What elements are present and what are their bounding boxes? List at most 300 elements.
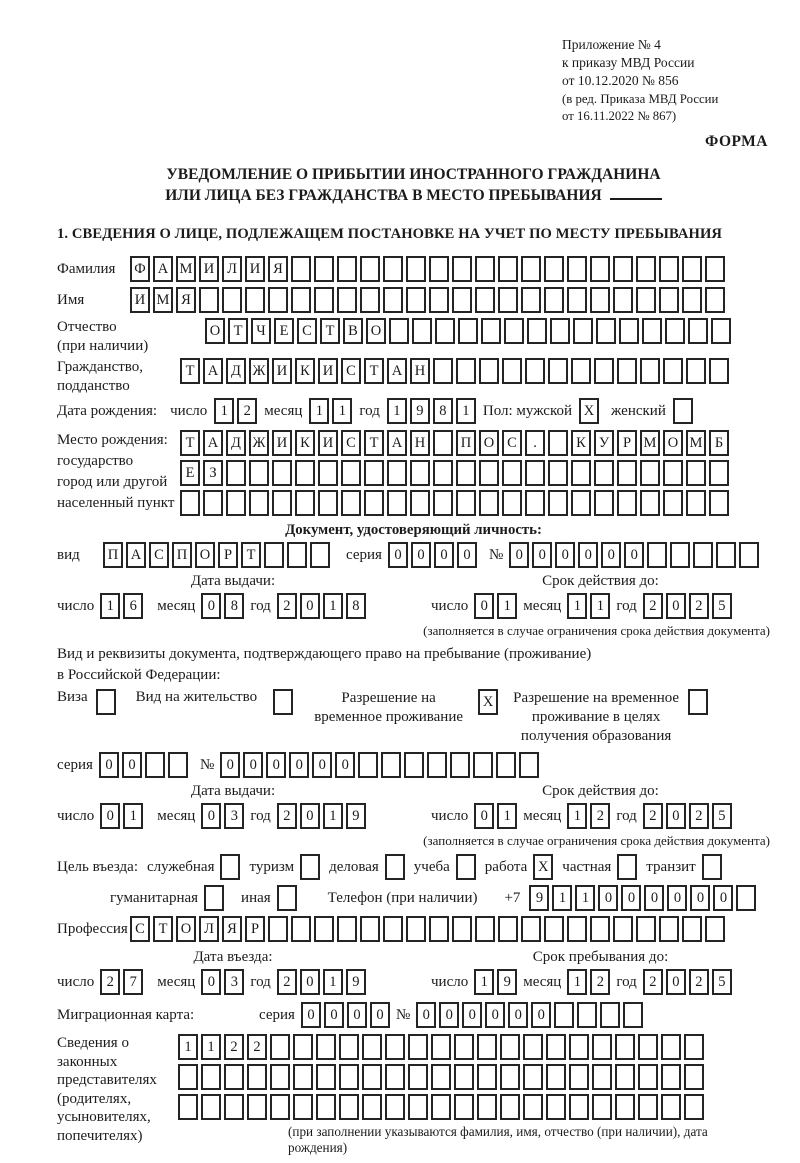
char-cell[interactable] (456, 460, 476, 486)
char-cell[interactable]: 0 (624, 542, 644, 568)
char-cell[interactable] (686, 490, 706, 516)
char-cell[interactable] (682, 287, 702, 313)
char-cell[interactable] (592, 1064, 612, 1090)
char-cell[interactable] (659, 256, 679, 282)
char-cell[interactable] (567, 287, 587, 313)
char-cell[interactable] (693, 542, 713, 568)
char-cell[interactable] (663, 358, 683, 384)
char-cell[interactable]: 0 (122, 752, 142, 778)
study-checkbox[interactable] (456, 854, 476, 880)
char-cell[interactable] (571, 358, 591, 384)
char-cell[interactable]: О (176, 916, 196, 942)
char-cell[interactable]: 0 (598, 885, 618, 911)
char-cell[interactable]: 2 (277, 593, 297, 619)
char-cell[interactable] (638, 1094, 658, 1120)
char-cell[interactable] (590, 916, 610, 942)
char-cell[interactable]: П (456, 430, 476, 456)
char-cell[interactable] (617, 460, 637, 486)
char-cell[interactable]: 2 (247, 1034, 267, 1060)
char-cell[interactable] (500, 1064, 520, 1090)
char-cell[interactable] (168, 752, 188, 778)
char-cell[interactable]: Т (180, 430, 200, 456)
char-cell[interactable] (544, 916, 564, 942)
char-cell[interactable]: 1 (387, 398, 407, 424)
char-cell[interactable] (412, 318, 432, 344)
char-cell[interactable] (596, 318, 616, 344)
char-cell[interactable]: 9 (346, 969, 366, 995)
char-cell[interactable] (571, 490, 591, 516)
char-cell[interactable] (247, 1064, 267, 1090)
char-cell[interactable] (498, 256, 518, 282)
char-cell[interactable] (387, 460, 407, 486)
char-cell[interactable]: 1 (567, 803, 587, 829)
char-cell[interactable] (341, 490, 361, 516)
char-cell[interactable] (498, 287, 518, 313)
char-cell[interactable] (548, 460, 568, 486)
char-cell[interactable]: Н (410, 358, 430, 384)
char-cell[interactable] (527, 318, 547, 344)
char-cell[interactable]: Т (153, 916, 173, 942)
char-cell[interactable] (199, 287, 219, 313)
char-cell[interactable] (272, 490, 292, 516)
temp-residence-checkbox[interactable]: X (478, 689, 498, 715)
char-cell[interactable] (433, 430, 453, 456)
char-cell[interactable]: И (318, 358, 338, 384)
char-cell[interactable] (360, 287, 380, 313)
char-cell[interactable] (268, 287, 288, 313)
char-cell[interactable] (203, 490, 223, 516)
char-cell[interactable]: 3 (224, 969, 244, 995)
char-cell[interactable] (617, 490, 637, 516)
char-cell[interactable] (504, 318, 524, 344)
char-cell[interactable]: 0 (416, 1002, 436, 1028)
char-cell[interactable]: 0 (201, 803, 221, 829)
char-cell[interactable] (613, 916, 633, 942)
char-cell[interactable]: 2 (689, 969, 709, 995)
char-cell[interactable] (479, 358, 499, 384)
char-cell[interactable] (544, 287, 564, 313)
char-cell[interactable]: А (387, 430, 407, 456)
char-cell[interactable]: 1 (567, 593, 587, 619)
char-cell[interactable] (661, 1094, 681, 1120)
char-cell[interactable] (431, 1094, 451, 1120)
char-cell[interactable] (410, 490, 430, 516)
char-cell[interactable] (339, 1094, 359, 1120)
char-cell[interactable] (178, 1094, 198, 1120)
char-cell[interactable]: Я (222, 916, 242, 942)
char-cell[interactable]: 0 (301, 1002, 321, 1028)
char-cell[interactable]: А (203, 430, 223, 456)
char-cell[interactable] (264, 542, 284, 568)
char-cell[interactable] (571, 460, 591, 486)
sex-female-checkbox[interactable] (673, 398, 693, 424)
char-cell[interactable]: 0 (388, 542, 408, 568)
char-cell[interactable]: 2 (224, 1034, 244, 1060)
char-cell[interactable] (546, 1094, 566, 1120)
char-cell[interactable]: 1 (100, 593, 120, 619)
char-cell[interactable] (502, 490, 522, 516)
char-cell[interactable]: К (571, 430, 591, 456)
char-cell[interactable] (617, 358, 637, 384)
char-cell[interactable] (270, 1034, 290, 1060)
char-cell[interactable]: 9 (346, 803, 366, 829)
char-cell[interactable] (362, 1064, 382, 1090)
char-cell[interactable]: 8 (224, 593, 244, 619)
char-cell[interactable] (383, 287, 403, 313)
char-cell[interactable] (569, 1034, 589, 1060)
char-cell[interactable] (222, 287, 242, 313)
humanitarian-checkbox[interactable] (204, 885, 224, 911)
char-cell[interactable] (452, 287, 472, 313)
char-cell[interactable]: 0 (667, 885, 687, 911)
transit-checkbox[interactable] (702, 854, 722, 880)
char-cell[interactable] (686, 460, 706, 486)
char-cell[interactable]: 0 (201, 593, 221, 619)
char-cell[interactable] (410, 460, 430, 486)
char-cell[interactable] (590, 256, 610, 282)
char-cell[interactable] (433, 460, 453, 486)
char-cell[interactable]: 2 (643, 803, 663, 829)
char-cell[interactable]: К (295, 430, 315, 456)
char-cell[interactable]: 0 (243, 752, 263, 778)
char-cell[interactable] (594, 460, 614, 486)
char-cell[interactable]: 1 (178, 1034, 198, 1060)
char-cell[interactable]: 0 (300, 593, 320, 619)
char-cell[interactable]: 0 (666, 593, 686, 619)
char-cell[interactable]: О (479, 430, 499, 456)
char-cell[interactable]: 0 (531, 1002, 551, 1028)
char-cell[interactable]: И (272, 430, 292, 456)
char-cell[interactable] (475, 287, 495, 313)
char-cell[interactable] (500, 1094, 520, 1120)
char-cell[interactable] (406, 256, 426, 282)
visa-checkbox[interactable] (96, 689, 116, 715)
char-cell[interactable]: Т (180, 358, 200, 384)
char-cell[interactable] (705, 916, 725, 942)
char-cell[interactable]: 0 (300, 969, 320, 995)
char-cell[interactable]: М (640, 430, 660, 456)
char-cell[interactable]: Д (226, 358, 246, 384)
char-cell[interactable] (523, 1064, 543, 1090)
char-cell[interactable] (496, 752, 516, 778)
char-cell[interactable] (569, 1094, 589, 1120)
char-cell[interactable] (435, 318, 455, 344)
char-cell[interactable]: 0 (289, 752, 309, 778)
char-cell[interactable]: 0 (508, 1002, 528, 1028)
char-cell[interactable] (458, 318, 478, 344)
char-cell[interactable]: 0 (201, 969, 221, 995)
char-cell[interactable]: Е (274, 318, 294, 344)
char-cell[interactable] (500, 1034, 520, 1060)
char-cell[interactable] (268, 916, 288, 942)
char-cell[interactable]: Т (364, 430, 384, 456)
char-cell[interactable] (362, 1034, 382, 1060)
char-cell[interactable]: 2 (643, 593, 663, 619)
char-cell[interactable] (686, 358, 706, 384)
char-cell[interactable]: 0 (509, 542, 529, 568)
char-cell[interactable]: 0 (457, 542, 477, 568)
char-cell[interactable] (272, 460, 292, 486)
char-cell[interactable] (640, 358, 660, 384)
char-cell[interactable] (408, 1094, 428, 1120)
char-cell[interactable]: Н (410, 430, 430, 456)
char-cell[interactable] (638, 1034, 658, 1060)
char-cell[interactable] (456, 358, 476, 384)
char-cell[interactable] (408, 1034, 428, 1060)
char-cell[interactable] (270, 1094, 290, 1120)
char-cell[interactable]: 0 (485, 1002, 505, 1028)
char-cell[interactable]: 9 (497, 969, 517, 995)
char-cell[interactable] (249, 460, 269, 486)
char-cell[interactable] (452, 916, 472, 942)
char-cell[interactable] (709, 490, 729, 516)
char-cell[interactable] (688, 318, 708, 344)
char-cell[interactable]: И (245, 256, 265, 282)
char-cell[interactable]: Ф (130, 256, 150, 282)
char-cell[interactable]: . (525, 430, 545, 456)
residence-permit-checkbox[interactable] (273, 689, 293, 715)
char-cell[interactable] (360, 256, 380, 282)
char-cell[interactable] (406, 287, 426, 313)
char-cell[interactable] (705, 256, 725, 282)
char-cell[interactable]: 5 (712, 803, 732, 829)
char-cell[interactable] (615, 1094, 635, 1120)
char-cell[interactable] (385, 1034, 405, 1060)
char-cell[interactable] (521, 916, 541, 942)
char-cell[interactable]: 0 (439, 1002, 459, 1028)
char-cell[interactable] (383, 256, 403, 282)
char-cell[interactable]: 1 (474, 969, 494, 995)
char-cell[interactable]: Р (617, 430, 637, 456)
char-cell[interactable]: 0 (266, 752, 286, 778)
char-cell[interactable] (293, 1064, 313, 1090)
char-cell[interactable] (663, 490, 683, 516)
char-cell[interactable]: С (130, 916, 150, 942)
char-cell[interactable] (429, 916, 449, 942)
char-cell[interactable] (477, 1094, 497, 1120)
char-cell[interactable]: С (502, 430, 522, 456)
char-cell[interactable] (502, 358, 522, 384)
char-cell[interactable]: Т (228, 318, 248, 344)
char-cell[interactable] (358, 752, 378, 778)
char-cell[interactable] (291, 256, 311, 282)
char-cell[interactable] (337, 916, 357, 942)
char-cell[interactable]: С (297, 318, 317, 344)
char-cell[interactable] (709, 358, 729, 384)
char-cell[interactable] (431, 1034, 451, 1060)
char-cell[interactable] (247, 1094, 267, 1120)
private-checkbox[interactable] (617, 854, 637, 880)
char-cell[interactable] (523, 1034, 543, 1060)
char-cell[interactable] (638, 1064, 658, 1090)
char-cell[interactable] (636, 287, 656, 313)
business-checkbox[interactable] (385, 854, 405, 880)
char-cell[interactable]: А (387, 358, 407, 384)
char-cell[interactable]: 0 (411, 542, 431, 568)
char-cell[interactable]: 0 (601, 542, 621, 568)
char-cell[interactable]: 0 (713, 885, 733, 911)
char-cell[interactable] (224, 1094, 244, 1120)
char-cell[interactable]: 2 (590, 969, 610, 995)
char-cell[interactable] (594, 490, 614, 516)
char-cell[interactable] (431, 1064, 451, 1090)
char-cell[interactable]: Л (222, 256, 242, 282)
char-cell[interactable] (684, 1094, 704, 1120)
char-cell[interactable] (385, 1064, 405, 1090)
char-cell[interactable] (433, 358, 453, 384)
char-cell[interactable]: 0 (690, 885, 710, 911)
char-cell[interactable] (291, 916, 311, 942)
char-cell[interactable] (389, 318, 409, 344)
char-cell[interactable] (270, 1064, 290, 1090)
char-cell[interactable]: 2 (643, 969, 663, 995)
char-cell[interactable] (429, 256, 449, 282)
char-cell[interactable]: Я (268, 256, 288, 282)
char-cell[interactable] (337, 287, 357, 313)
char-cell[interactable] (546, 1064, 566, 1090)
char-cell[interactable] (521, 287, 541, 313)
char-cell[interactable] (615, 1034, 635, 1060)
char-cell[interactable] (592, 1034, 612, 1060)
char-cell[interactable]: Р (218, 542, 238, 568)
char-cell[interactable]: 0 (474, 803, 494, 829)
char-cell[interactable]: М (686, 430, 706, 456)
char-cell[interactable] (670, 542, 690, 568)
char-cell[interactable]: 0 (666, 803, 686, 829)
char-cell[interactable] (661, 1034, 681, 1060)
char-cell[interactable] (314, 256, 334, 282)
char-cell[interactable]: М (176, 256, 196, 282)
char-cell[interactable] (387, 490, 407, 516)
char-cell[interactable] (180, 490, 200, 516)
char-cell[interactable]: 0 (370, 1002, 390, 1028)
char-cell[interactable] (406, 916, 426, 942)
char-cell[interactable] (226, 460, 246, 486)
char-cell[interactable]: 0 (434, 542, 454, 568)
char-cell[interactable] (684, 1034, 704, 1060)
char-cell[interactable] (613, 256, 633, 282)
char-cell[interactable] (567, 916, 587, 942)
char-cell[interactable] (316, 1064, 336, 1090)
char-cell[interactable]: 0 (347, 1002, 367, 1028)
char-cell[interactable]: Р (245, 916, 265, 942)
char-cell[interactable]: 2 (100, 969, 120, 995)
char-cell[interactable]: 3 (224, 803, 244, 829)
char-cell[interactable] (554, 1002, 574, 1028)
char-cell[interactable]: 2 (689, 593, 709, 619)
char-cell[interactable]: 0 (300, 803, 320, 829)
char-cell[interactable] (619, 318, 639, 344)
char-cell[interactable] (716, 542, 736, 568)
char-cell[interactable] (573, 318, 593, 344)
char-cell[interactable] (523, 1094, 543, 1120)
tourism-checkbox[interactable] (300, 854, 320, 880)
char-cell[interactable] (404, 752, 424, 778)
char-cell[interactable] (475, 916, 495, 942)
char-cell[interactable]: 6 (123, 593, 143, 619)
char-cell[interactable] (502, 460, 522, 486)
char-cell[interactable] (659, 287, 679, 313)
char-cell[interactable] (385, 1094, 405, 1120)
char-cell[interactable] (684, 1064, 704, 1090)
char-cell[interactable]: И (272, 358, 292, 384)
char-cell[interactable] (525, 358, 545, 384)
char-cell[interactable] (711, 318, 731, 344)
char-cell[interactable] (452, 256, 472, 282)
char-cell[interactable] (339, 1034, 359, 1060)
char-cell[interactable] (544, 256, 564, 282)
char-cell[interactable]: Д (226, 430, 246, 456)
char-cell[interactable]: О (195, 542, 215, 568)
char-cell[interactable] (519, 752, 539, 778)
char-cell[interactable] (479, 460, 499, 486)
char-cell[interactable]: 2 (237, 398, 257, 424)
char-cell[interactable] (295, 460, 315, 486)
char-cell[interactable]: М (153, 287, 173, 313)
char-cell[interactable] (337, 256, 357, 282)
char-cell[interactable] (316, 1034, 336, 1060)
char-cell[interactable] (663, 460, 683, 486)
char-cell[interactable] (473, 752, 493, 778)
char-cell[interactable] (640, 490, 660, 516)
char-cell[interactable] (498, 916, 518, 942)
char-cell[interactable] (287, 542, 307, 568)
char-cell[interactable]: З (203, 460, 223, 486)
char-cell[interactable] (590, 287, 610, 313)
char-cell[interactable] (475, 256, 495, 282)
char-cell[interactable]: 8 (433, 398, 453, 424)
char-cell[interactable] (454, 1064, 474, 1090)
char-cell[interactable]: Л (199, 916, 219, 942)
char-cell[interactable]: 9 (410, 398, 430, 424)
char-cell[interactable] (548, 430, 568, 456)
char-cell[interactable]: 1 (575, 885, 595, 911)
char-cell[interactable]: А (126, 542, 146, 568)
char-cell[interactable]: 2 (689, 803, 709, 829)
char-cell[interactable]: И (199, 256, 219, 282)
char-cell[interactable] (408, 1064, 428, 1090)
char-cell[interactable] (613, 287, 633, 313)
char-cell[interactable] (318, 460, 338, 486)
char-cell[interactable] (201, 1094, 221, 1120)
char-cell[interactable] (383, 916, 403, 942)
char-cell[interactable]: 2 (277, 969, 297, 995)
char-cell[interactable]: 1 (567, 969, 587, 995)
char-cell[interactable] (709, 460, 729, 486)
char-cell[interactable] (592, 1094, 612, 1120)
char-cell[interactable] (479, 490, 499, 516)
char-cell[interactable]: П (172, 542, 192, 568)
char-cell[interactable] (295, 490, 315, 516)
char-cell[interactable] (481, 318, 501, 344)
char-cell[interactable]: 5 (712, 969, 732, 995)
char-cell[interactable]: А (153, 256, 173, 282)
char-cell[interactable] (594, 358, 614, 384)
char-cell[interactable] (339, 1064, 359, 1090)
char-cell[interactable]: 0 (474, 593, 494, 619)
char-cell[interactable] (293, 1034, 313, 1060)
char-cell[interactable]: Ж (249, 358, 269, 384)
char-cell[interactable] (736, 885, 756, 911)
char-cell[interactable]: И (130, 287, 150, 313)
char-cell[interactable] (665, 318, 685, 344)
char-cell[interactable]: 1 (323, 803, 343, 829)
char-cell[interactable] (546, 1034, 566, 1060)
char-cell[interactable]: 0 (578, 542, 598, 568)
char-cell[interactable] (433, 490, 453, 516)
char-cell[interactable]: 0 (100, 803, 120, 829)
char-cell[interactable]: А (203, 358, 223, 384)
